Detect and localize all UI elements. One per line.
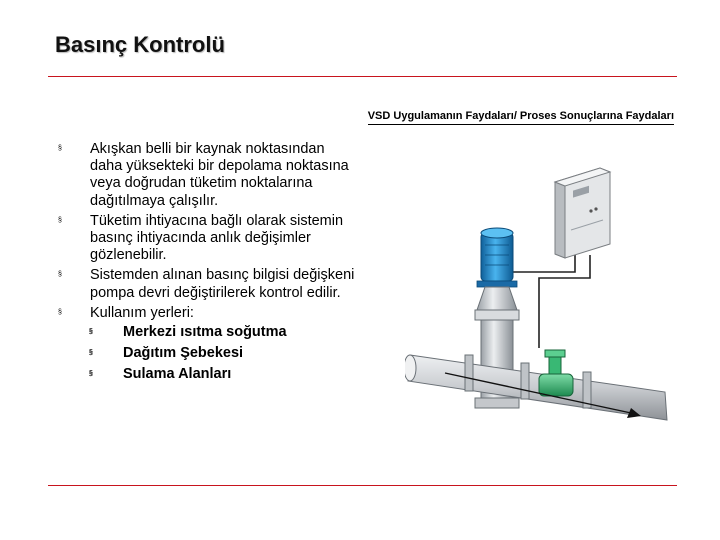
bullet-marker: §: [89, 349, 93, 357]
bullet-list: [56, 141, 356, 388]
bullet-marker: §: [58, 145, 62, 152]
sub-bullet-item: [90, 345, 356, 362]
bullet-marker: §: [58, 216, 62, 224]
title-divider: [48, 76, 677, 77]
sub-bullet-text: Sulama Alanları: [123, 366, 232, 383]
bullet-marker: §: [58, 271, 62, 279]
pump-system-illustration: [405, 160, 675, 440]
sub-bullet-item: [90, 366, 356, 383]
motor-icon: [477, 228, 517, 287]
slide-title: Basınç Kontrolü: [55, 32, 225, 57]
sub-bullet-item: [90, 324, 356, 341]
vsd-drive-icon: [555, 168, 610, 258]
slide-subtitle: VSD Uygulamanın Faydaları/ Proses Sonuçlarına Faydaları: [368, 110, 674, 125]
bullet-item: [56, 213, 356, 265]
bullet-marker: §: [89, 370, 93, 378]
bullet-item: [56, 267, 356, 301]
sub-bullet-list: [90, 324, 356, 384]
bullet-item: [56, 305, 356, 384]
sub-bullet-text: Merkezi ısıtma soğutma: [123, 324, 287, 341]
pressure-valve-icon: [539, 350, 573, 396]
sub-bullet-text: Dağıtım Şebekesi: [123, 345, 244, 362]
pipe-icon: [405, 355, 667, 420]
bullet-marker: §: [89, 328, 93, 336]
bullet-marker: §: [58, 308, 62, 316]
bullet-text: Tüketim ihtiyacına bağlı olarak sistemin basınç ihtiyacında anlık değişimler gözlenebilir.: [90, 212, 344, 264]
footer-divider: [48, 485, 677, 486]
bullet-text: Akışkan belli bir kaynak noktasından daha yüksekteki bir depolama noktasına veya doğrudan tüketim noktalarına dağıtılmaya çalışılır.: [90, 141, 349, 209]
bullet-item: [56, 141, 356, 210]
bullet-text: Kullanım yerleri:: [90, 304, 194, 321]
bullet-text: Sistemden alınan basınç bilgisi değişkeni pompa devri değiştirilerek kontrol edilir.: [90, 267, 355, 301]
